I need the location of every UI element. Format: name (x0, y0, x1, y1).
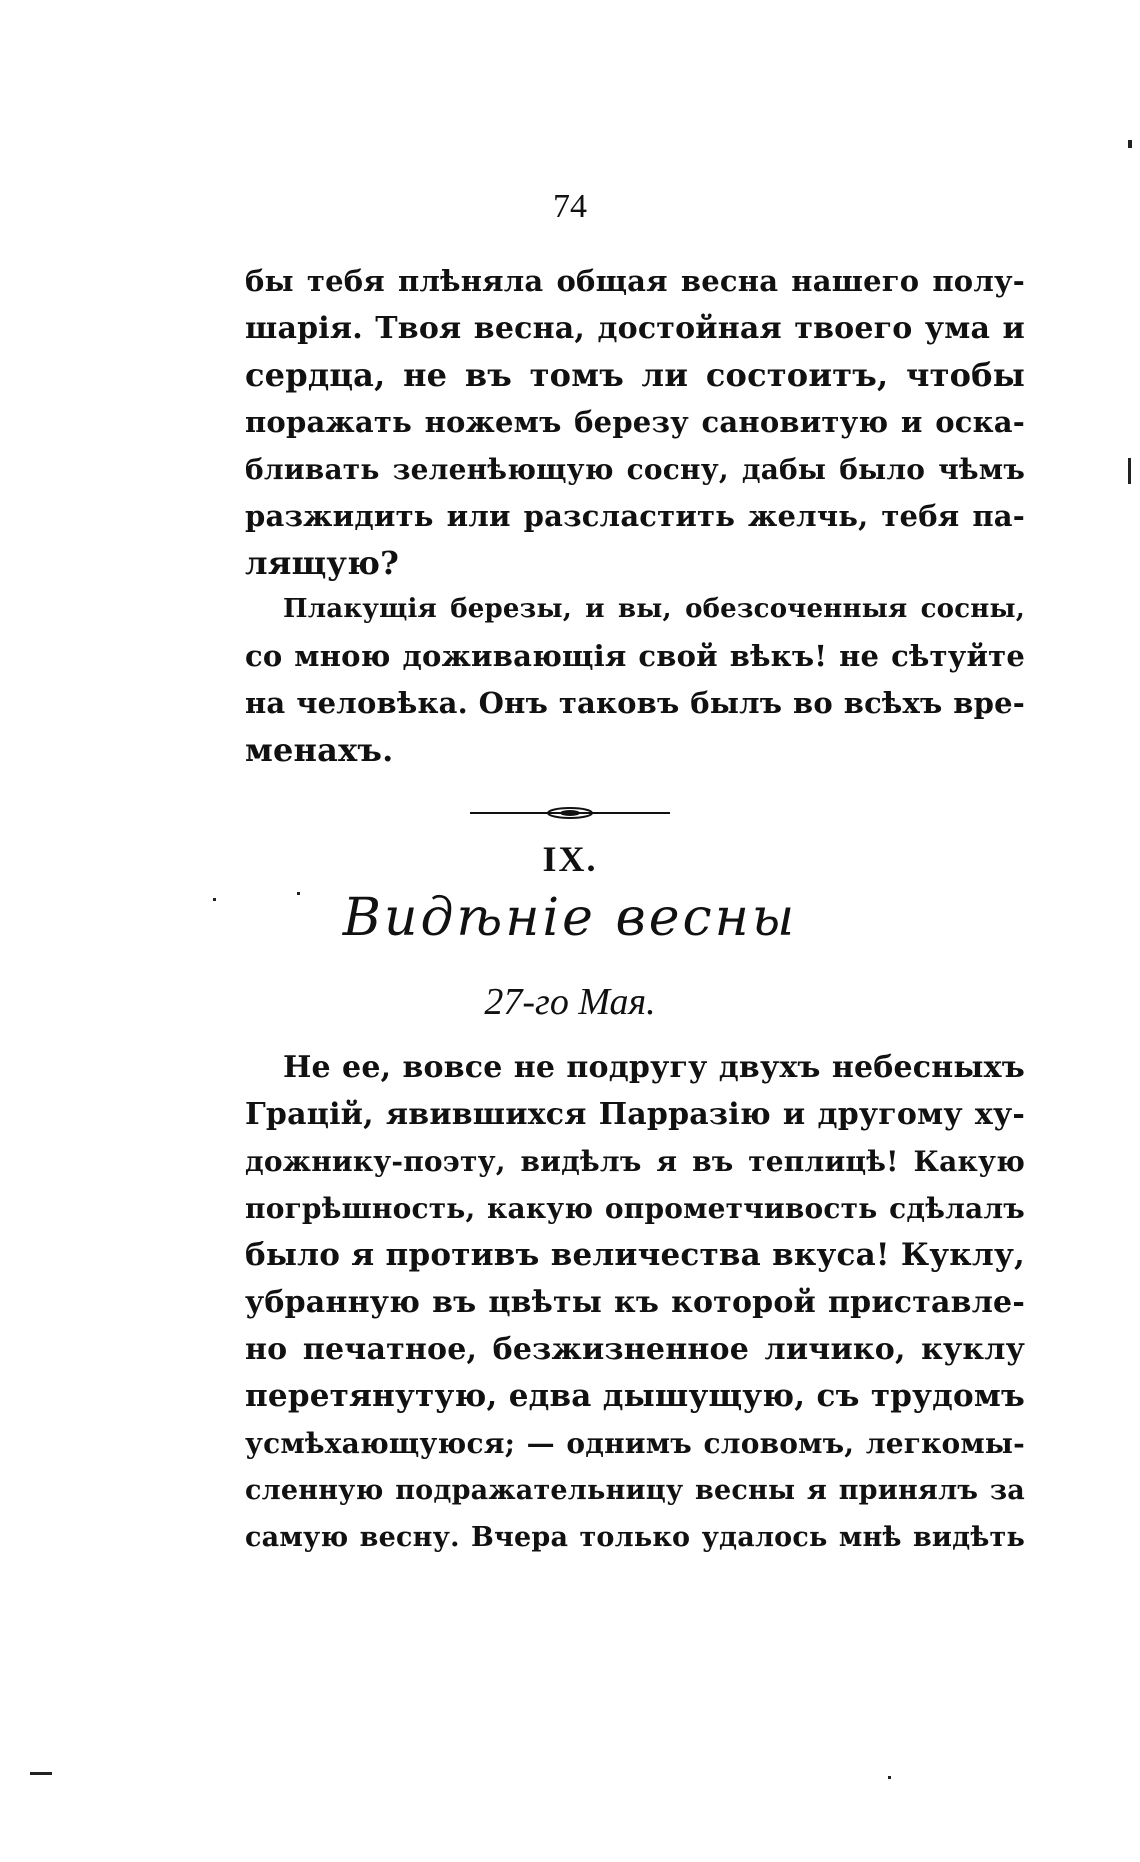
text-line: менахъ. (245, 731, 394, 769)
text-line: погрѣшность, какую опрометчивость сдѣлалъ (245, 1192, 1025, 1225)
text-line: дожнику-поэту, видѣлъ я въ теплицѣ! Какую (245, 1145, 1025, 1178)
scan-speck (888, 1776, 891, 1779)
section-title: Видѣніе весны (342, 888, 798, 948)
scan-speck (1128, 140, 1132, 148)
scan-speck (213, 898, 216, 901)
text-line: Плакущія березы, и вы, обезсоченныя сосны, (283, 594, 1025, 624)
text-line: было я противъ величества вкуса! Куклу, (245, 1237, 1025, 1273)
text-line: перетянутую, едва дышущую, съ трудомъ (245, 1378, 1025, 1414)
scan-speck (297, 892, 300, 895)
text-line: разжидить или разсластить желчь, тебя па- (245, 499, 1025, 533)
page-number: 74 (553, 188, 587, 225)
section-number: IX. (542, 839, 598, 879)
text-line: самую весну. Вчера только удалось мнѣ видѣть (245, 1522, 1025, 1553)
text-line: шарія. Твоя весна, достойная твоего ума и (245, 311, 1025, 346)
text-line: на человѣка. Онъ таковъ былъ во всѣхъ вре- (245, 686, 1025, 720)
text-line: бливать зеленѣющую сосну, дабы было чѣмъ (245, 453, 1025, 486)
text-line: усмѣхающуюся; — однимъ словомъ, легкомы- (245, 1427, 1025, 1460)
section-divider-ornament (0, 805, 1140, 821)
text-line: сленную подражательницу весны я принялъ за (245, 1475, 1025, 1506)
text-line: Грацій, явившихся Парразію и другому ху- (245, 1097, 1025, 1132)
paragraph-continuation (245, 258, 1025, 587)
text-line: лящую? (245, 544, 400, 582)
text-line: бы тебя плѣняла общая весна нашего полу- (245, 264, 1025, 298)
text-line: сердца, не въ томъ ли состоитъ, чтобы (245, 356, 1025, 394)
scan-speck (30, 1772, 52, 1775)
text-line: Не ее, вовсе не подругу двухъ небесныхъ (283, 1050, 1025, 1085)
paragraph-birches (245, 586, 1025, 774)
text-line: поражать ножемъ березу сановитую и оска- (245, 405, 1025, 439)
text-line: убранную въ цвѣты къ которой приставле- (245, 1285, 1025, 1320)
text-line: но печатное, безжизненное личико, куклу (245, 1332, 1025, 1367)
text-line: со мною доживающія свой вѣкъ! не сѣтуйте (245, 639, 1025, 673)
section-date: 27-го Мая. (484, 981, 656, 1023)
scan-speck (1128, 458, 1131, 484)
paragraph-vision (245, 1044, 1025, 1561)
